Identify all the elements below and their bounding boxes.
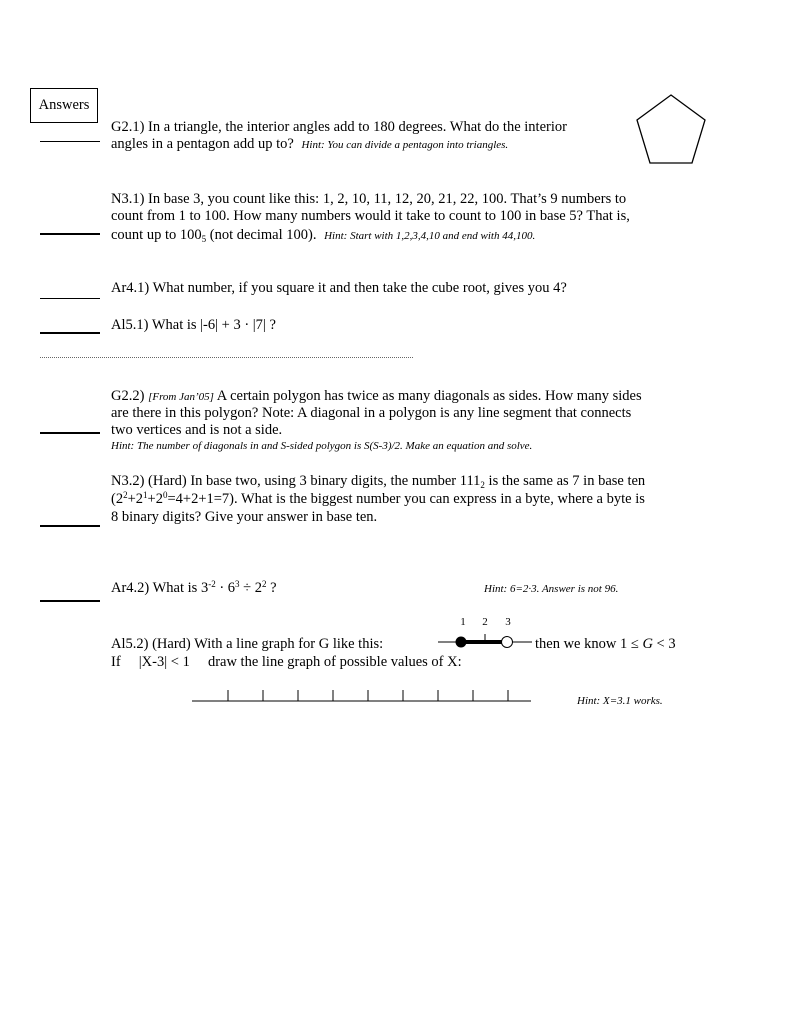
ar42-part-c: ÷ 2 xyxy=(239,580,263,596)
answer-blank-g21[interactable] xyxy=(40,141,100,142)
al52-var: G xyxy=(642,636,653,652)
al51-text: Al5.1) What is |-6| + 3 · |7| ? xyxy=(111,317,276,333)
g21-line1: G2.1) In a triangle, the interior angles add to 180 degrees. What do the interior xyxy=(111,119,567,135)
n32-expr-d: =4+2+1=7). What is the biggest number you can express in a byte, where a byte is xyxy=(167,491,645,507)
g-graph-open-dot xyxy=(502,637,513,648)
ar42-hint: Hint: 6=2·3. Answer is not 96. xyxy=(484,583,619,595)
n32-exp-1: 2 xyxy=(123,490,128,500)
ar42-exp-3: 2 xyxy=(262,579,267,589)
g22-line2: are there in this polygon? Note: A diagonal in a polygon is any line segment that connects xyxy=(111,405,632,421)
g22-source: [From Jan’05] xyxy=(148,391,214,403)
n31-hint: Hint: Start with 1,2,3,4,10 and end with 44,100. xyxy=(324,230,536,242)
g22-line1 xyxy=(111,388,642,406)
n31-line1: N3.1) In base 3, you count like this: 1, 2, 10, 11, 12, 20, 21, 22, 100. That’s 9 numbers to xyxy=(111,191,627,207)
g-graph-label-2: 2 xyxy=(482,616,488,628)
n31-line3-tail: (not decimal 100). xyxy=(206,227,317,243)
g21-hint: Hint: You can divide a pentagon into triangles. xyxy=(301,139,509,151)
n31-line3 xyxy=(111,227,535,245)
answer-blank-al51[interactable] xyxy=(40,332,100,334)
al52-then xyxy=(535,636,676,653)
n32-line1-tail: is the same as 7 in base ten xyxy=(484,473,646,489)
g-graph-label-3: 3 xyxy=(505,616,511,628)
x-line-ticks xyxy=(228,690,508,701)
answers-label: Answers xyxy=(38,97,90,113)
section-divider xyxy=(40,357,413,358)
g21-line2 xyxy=(111,136,508,154)
n32-exp-3: 0 xyxy=(162,490,168,500)
answers-box xyxy=(30,88,98,123)
g-graph-closed-dot xyxy=(456,637,467,648)
n31-base-subscript: 5 xyxy=(201,234,207,244)
g22-hint: Hint: The number of diagonals in and S-sided polygon is S(S-3)/2. Make an equation and solve. xyxy=(111,440,533,452)
ar42-part-a: Ar4.2) What is 3 xyxy=(111,580,209,596)
n32-line1 xyxy=(111,473,645,490)
al52-hint: Hint: X=3.1 works. xyxy=(577,695,663,707)
al52-line1: Al5.2) (Hard) With a line graph for G like this: xyxy=(111,636,384,652)
ar42-part-b: · 6 xyxy=(215,580,236,596)
ar42-exp-2: 3 xyxy=(235,579,240,589)
n32-line2 xyxy=(111,491,645,508)
g22-line1-text: A certain polygon has twice as many diagonals as sides. How many sides xyxy=(213,388,642,404)
answer-blank-ar42[interactable] xyxy=(40,600,100,602)
pentagon-figure xyxy=(634,93,708,165)
n32-expr-a: (2 xyxy=(111,491,124,507)
x-number-line[interactable] xyxy=(190,688,535,704)
ar42-part-d: ? xyxy=(266,580,277,596)
n32-base-subscript: 2 xyxy=(480,480,485,490)
al52-then-tail: < 3 xyxy=(652,636,676,652)
g21-question: angles in a pentagon add up to? xyxy=(111,136,294,152)
ar41-text: Ar4.1) What number, if you square it and then take the cube root, gives you 4? xyxy=(111,280,567,296)
answer-blank-ar41[interactable] xyxy=(40,298,100,299)
answer-blank-n32[interactable] xyxy=(40,525,100,527)
g-graph-label-1: 1 xyxy=(460,616,466,628)
n31-line2: count from 1 to 100. How many numbers would it take to count to 100 in base 5? That is, xyxy=(111,208,630,224)
n32-expr-c: +2 xyxy=(147,491,163,507)
ar42-text xyxy=(111,580,277,597)
answer-blank-n31[interactable] xyxy=(40,233,100,235)
ar42-exp-1: -2 xyxy=(208,579,216,589)
al52-then-text: then we know 1 ≤ xyxy=(535,636,643,652)
g-line-graph xyxy=(432,612,532,652)
g22-line3: two vertices and is not a side. xyxy=(111,422,283,438)
al52-line2: If |X-3| < 1 draw the line graph of possible values of X: xyxy=(111,654,462,670)
n32-exp-2: 1 xyxy=(143,490,148,500)
n32-line1-text: N3.2) (Hard) In base two, using 3 binary digits, the number 111 xyxy=(111,473,481,489)
g22-label: G2.2) xyxy=(111,388,145,404)
n32-expr-b: +2 xyxy=(127,491,144,507)
n32-line3: 8 binary digits? Give your answer in base ten. xyxy=(111,509,378,525)
n31-line3-text: count up to 100 xyxy=(111,227,202,243)
answer-blank-g22[interactable] xyxy=(40,432,100,434)
